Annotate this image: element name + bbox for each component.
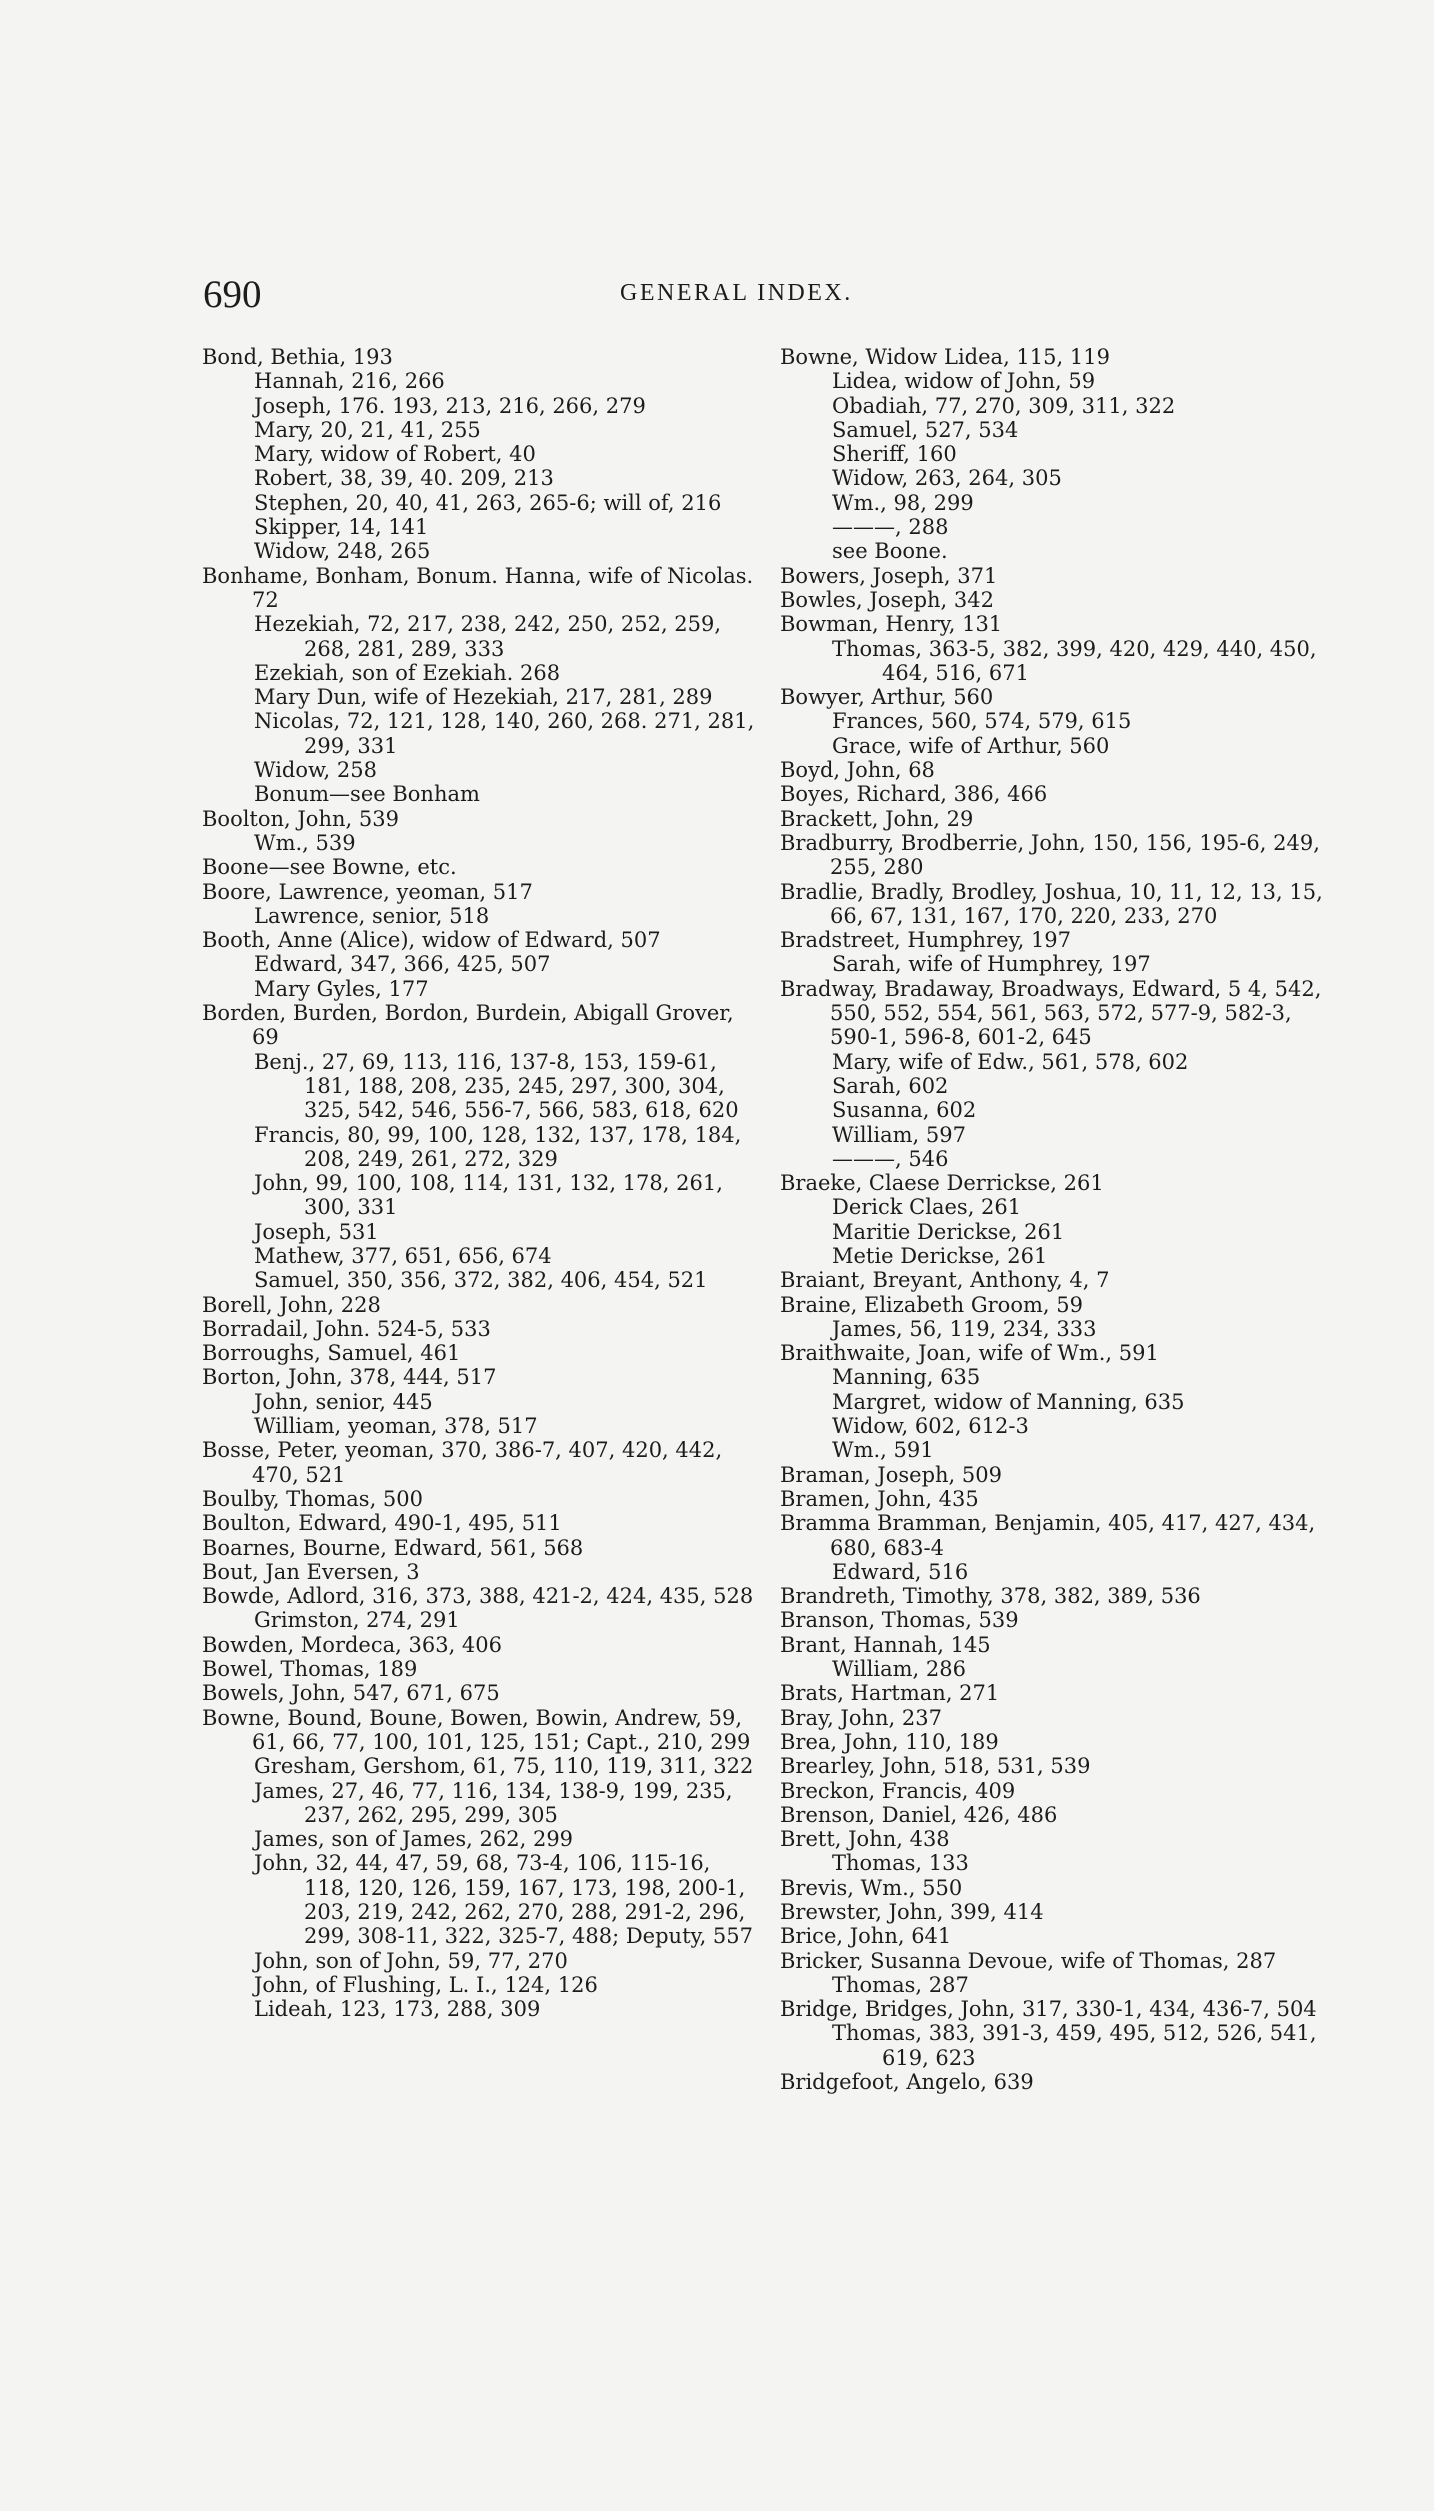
index-entry: Bowman, Henry, 131 bbox=[780, 612, 1003, 637]
index-entry: Thomas, 133 bbox=[832, 1851, 969, 1876]
index-entry: James, son of James, 262, 299 bbox=[254, 1827, 574, 1852]
index-entry: Brea, John, 110, 189 bbox=[780, 1729, 999, 1754]
index-entry: Samuel, 527, 534 bbox=[832, 417, 1019, 442]
index-entry: Bond, Bethia, 193 bbox=[202, 345, 393, 369]
index-entry: Boyd, John, 68 bbox=[780, 758, 935, 783]
index-entry: Susanna, 602 bbox=[832, 1098, 977, 1123]
index-entry: John, son of John, 59, 77, 270 bbox=[254, 1948, 568, 1973]
index-entry: Nicolas, 72, 121, 128, 140, 260, 268. 271, 281, 299, 331 bbox=[254, 709, 755, 758]
running-head: GENERAL INDEX. bbox=[620, 280, 853, 306]
index-entry: Borden, Burden, Bordon, Burdein, Abigall Grover, 69 bbox=[202, 1001, 734, 1050]
index-entry: Benj., 27, 69, 113, 116, 137-8, 153, 159-61, 181, 188, 208, 235, 245, 297, 300, 304, 325, 542, 546, 556-7, 566, 583, 618, 620 bbox=[254, 1049, 739, 1123]
index-entry: Mary, 20, 21, 41, 255 bbox=[254, 417, 481, 442]
index-entry: James, 56, 119, 234, 333 bbox=[832, 1316, 1097, 1341]
index-entry: Brackett, John, 29 bbox=[780, 806, 974, 831]
index-entry: Obadiah, 77, 270, 309, 311, 322 bbox=[832, 393, 1176, 418]
index-entry: Breckon, Francis, 409 bbox=[780, 1778, 1016, 1803]
index-entry: Bonhame, Bonham, Bonum. Hanna, wife of Nicolas. 72 bbox=[202, 563, 754, 612]
index-entry: Brenson, Daniel, 426, 486 bbox=[780, 1802, 1058, 1827]
index-entry: Bridge, Bridges, John, 317, 330-1, 434, 436-7, 504 bbox=[780, 1997, 1317, 2022]
index-entry: Bosse, Peter, yeoman, 370, 386-7, 407, 420, 442, 470, 521 bbox=[202, 1438, 723, 1487]
index-entry: Bonum—see Bonham bbox=[254, 782, 480, 807]
index-entry: Boulby, Thomas, 500 bbox=[202, 1486, 424, 1511]
index-entry: Brant, Hannah, 145 bbox=[780, 1632, 991, 1657]
index-entry: Borroughs, Samuel, 461 bbox=[202, 1341, 461, 1366]
index-entry: Bowyer, Arthur, 560 bbox=[780, 685, 994, 710]
index-entry: Robert, 38, 39, 40. 209, 213 bbox=[254, 466, 554, 491]
index-entry: Braithwaite, Joan, wife of Wm., 591 bbox=[780, 1341, 1159, 1366]
index-entry: Brice, John, 641 bbox=[780, 1924, 952, 1949]
index-entry: Bowel, Thomas, 189 bbox=[202, 1657, 418, 1682]
index-entry: Edward, 347, 366, 425, 507 bbox=[254, 952, 551, 977]
index-entry: Brevis, Wm., 550 bbox=[780, 1875, 963, 1900]
index-entry: see Boone. bbox=[832, 539, 948, 564]
index-entry: Boarnes, Bourne, Edward, 561, 568 bbox=[202, 1535, 584, 1560]
index-entry: Hezekiah, 72, 217, 238, 242, 250, 252, 259, 268, 281, 289, 333 bbox=[254, 612, 722, 661]
index-entry: John, senior, 445 bbox=[254, 1389, 433, 1414]
index-entry: Borton, John, 378, 444, 517 bbox=[202, 1365, 497, 1390]
index-entry: Hannah, 216, 266 bbox=[254, 369, 445, 394]
index-entry: Mary Gyles, 177 bbox=[254, 976, 429, 1001]
index-entry: Bowden, Mordeca, 363, 406 bbox=[202, 1632, 502, 1657]
index-entry: Boyes, Richard, 386, 466 bbox=[780, 782, 1048, 807]
index-entry: Bowde, Adlord, 316, 373, 388, 421-2, 424, 435, 528 bbox=[202, 1584, 754, 1609]
index-entry: Stephen, 20, 40, 41, 263, 265-6; will of, 216 bbox=[254, 490, 722, 515]
index-entry: Widow, 258 bbox=[254, 758, 377, 783]
index-entry: Boone—see Bowne, etc. bbox=[202, 855, 457, 880]
index-entry: William, 597 bbox=[832, 1122, 966, 1147]
index-entry: Braiant, Breyant, Anthony, 4, 7 bbox=[780, 1268, 1110, 1293]
index-entry: Mary, widow of Robert, 40 bbox=[254, 442, 536, 467]
index-column-right bbox=[780, 345, 1340, 2094]
index-entry: Manning, 635 bbox=[832, 1365, 981, 1390]
index-entry: Bridgefoot, Angelo, 639 bbox=[780, 2070, 1034, 2095]
index-entry: Bout, Jan Eversen, 3 bbox=[202, 1559, 420, 1584]
index-entry: Grace, wife of Arthur, 560 bbox=[832, 733, 1110, 758]
index-entry: Widow, 248, 265 bbox=[254, 539, 431, 564]
index-entry: Brandreth, Timothy, 378, 382, 389, 536 bbox=[780, 1584, 1201, 1609]
index-entry: Brearley, John, 518, 531, 539 bbox=[780, 1754, 1091, 1779]
index-entry: Branson, Thomas, 539 bbox=[780, 1608, 1019, 1633]
index-entry: Boolton, John, 539 bbox=[202, 806, 399, 831]
index-entry: Gresham, Gershom, 61, 75, 110, 119, 311, 322 bbox=[254, 1754, 754, 1779]
index-entry: Edward, 516 bbox=[832, 1559, 969, 1584]
index-entry: James, 27, 46, 77, 116, 134, 138-9, 199, 235, 237, 262, 295, 299, 305 bbox=[254, 1778, 733, 1827]
index-entry: Grimston, 274, 291 bbox=[254, 1608, 460, 1633]
index-entry: Joseph, 531 bbox=[254, 1219, 379, 1244]
index-entry: William, 286 bbox=[832, 1657, 966, 1682]
index-entry: Sarah, wife of Humphrey, 197 bbox=[832, 952, 1151, 977]
index-entry: John, 32, 44, 47, 59, 68, 73-4, 106, 115-16, 118, 120, 126, 159, 167, 173, 198, 200-1, 203, 219, 242, 262, 270, 288, 291-2, 296, 299, 308-11, 322, 325-7, 488; Deputy, 557 bbox=[254, 1851, 754, 1949]
index-entry: Brett, John, 438 bbox=[780, 1827, 950, 1852]
index-entry: Margret, widow of Manning, 635 bbox=[832, 1389, 1185, 1414]
index-entry: Booth, Anne (Alice), widow of Edward, 507 bbox=[202, 928, 661, 953]
index-entry: Mary Dun, wife of Hezekiah, 217, 281, 289 bbox=[254, 685, 713, 710]
index-entry: Samuel, 350, 356, 372, 382, 406, 454, 521 bbox=[254, 1268, 708, 1293]
index-entry: John, of Flushing, L. I., 124, 126 bbox=[254, 1972, 598, 1997]
index-entry: Wm., 98, 299 bbox=[832, 490, 974, 515]
index-entry: Bray, John, 237 bbox=[780, 1705, 942, 1730]
index-entry: Frances, 560, 574, 579, 615 bbox=[832, 709, 1132, 734]
index-column-left bbox=[202, 345, 762, 2021]
index-entry: Bowne, Widow Lidea, 115, 119 bbox=[780, 345, 1110, 369]
index-entry: John, 99, 100, 108, 114, 131, 132, 178, 261, 300, 331 bbox=[254, 1171, 723, 1220]
index-entry: Widow, 263, 264, 305 bbox=[832, 466, 1062, 491]
index-entry: Joseph, 176. 193, 213, 216, 266, 279 bbox=[254, 393, 646, 418]
index-entry: Mathew, 377, 651, 656, 674 bbox=[254, 1243, 552, 1268]
index-entry: Thomas, 363-5, 382, 399, 420, 429, 440, 450, 464, 516, 671 bbox=[832, 636, 1317, 685]
index-entry: Lideah, 123, 173, 288, 309 bbox=[254, 1997, 541, 2022]
index-entry: Wm., 591 bbox=[832, 1438, 934, 1463]
index-entry: ———, 546 bbox=[832, 1146, 949, 1171]
index-entry: Bradlie, Bradly, Brodley, Joshua, 10, 11, 12, 13, 15, 66, 67, 131, 167, 170, 220, 233, 270 bbox=[780, 879, 1323, 928]
index-entry: Brewster, John, 399, 414 bbox=[780, 1900, 1044, 1924]
index-entry: Braine, Elizabeth Groom, 59 bbox=[780, 1292, 1083, 1317]
index-entry: Bradstreet, Humphrey, 197 bbox=[780, 928, 1072, 953]
index-entry: Braman, Joseph, 509 bbox=[780, 1462, 1002, 1487]
index-entry: Derick Claes, 261 bbox=[832, 1195, 1022, 1220]
index-entry: Lawrence, senior, 518 bbox=[254, 903, 490, 928]
index-entry: Bradway, Bradaway, Broadways, Edward, 5 4, 542, 550, 552, 554, 561, 563, 572, 577-9, 582-3, 590-1, 596-8, 601-2, 645 bbox=[780, 976, 1322, 1050]
index-entry: Wm., 539 bbox=[254, 830, 356, 855]
index-entry: Sarah, 602 bbox=[832, 1073, 949, 1098]
index-entry: Francis, 80, 99, 100, 128, 132, 137, 178, 184, 208, 249, 261, 272, 329 bbox=[254, 1122, 742, 1171]
index-entry: Bowles, Joseph, 342 bbox=[780, 587, 994, 612]
index-entry: Maritie Derickse, 261 bbox=[832, 1219, 1065, 1244]
index-entry: ———, 288 bbox=[832, 515, 949, 540]
index-entry: Boulton, Edward, 490-1, 495, 511 bbox=[202, 1511, 562, 1536]
index-entry: Bowels, John, 547, 671, 675 bbox=[202, 1681, 500, 1706]
index-entry: Widow, 602, 612-3 bbox=[832, 1414, 1029, 1439]
index-entry: Boore, Lawrence, yeoman, 517 bbox=[202, 879, 533, 904]
index-entry: Bowne, Bound, Boune, Bowen, Bowin, Andrew, 59, 61, 66, 77, 100, 101, 125, 151; Capt., 210, 299 bbox=[202, 1705, 751, 1754]
index-entry: Brats, Hartman, 271 bbox=[780, 1681, 1000, 1706]
index-entry: William, yeoman, 378, 517 bbox=[254, 1414, 538, 1439]
index-entry: Bradburry, Brodberrie, John, 150, 156, 195-6, 249, 255, 280 bbox=[780, 830, 1320, 880]
index-entry: Thomas, 287 bbox=[832, 1972, 969, 1997]
index-entry: Sheriff, 160 bbox=[832, 442, 957, 467]
index-entry: Borradail, John. 524-5, 533 bbox=[202, 1316, 491, 1341]
index-entry: Lidea, widow of John, 59 bbox=[832, 369, 1096, 394]
index-entry: Skipper, 14, 141 bbox=[254, 515, 429, 540]
index-entry: Metie Derickse, 261 bbox=[832, 1243, 1048, 1268]
page-number: 690 bbox=[203, 273, 262, 316]
index-entry: Ezekiah, son of Ezekiah. 268 bbox=[254, 660, 561, 685]
index-entry: Braeke, Claese Derrickse, 261 bbox=[780, 1171, 1104, 1196]
index-entry: Bricker, Susanna Devoue, wife of Thomas, 287 bbox=[780, 1948, 1277, 1973]
index-entry: Bramen, John, 435 bbox=[780, 1486, 979, 1511]
index-entry: Mary, wife of Edw., 561, 578, 602 bbox=[832, 1049, 1189, 1074]
index-entry: Bowers, Joseph, 371 bbox=[780, 563, 998, 588]
index-entry: Bramma Bramman, Benjamin, 405, 417, 427, 434, 680, 683-4 bbox=[780, 1511, 1316, 1560]
index-entry: Thomas, 383, 391-3, 459, 495, 512, 526, 541, 619, 623 bbox=[832, 2021, 1317, 2070]
index-entry: Borell, John, 228 bbox=[202, 1292, 381, 1317]
